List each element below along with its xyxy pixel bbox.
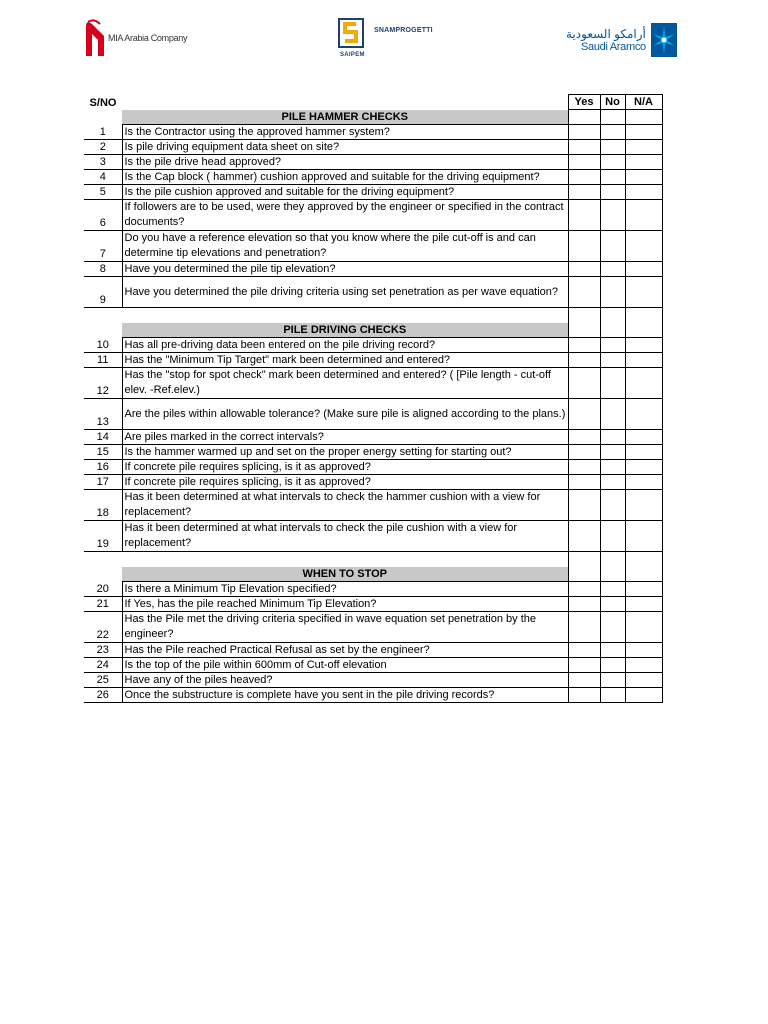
- mia-logo-icon: [84, 18, 104, 58]
- answer-no-cell[interactable]: [600, 582, 625, 597]
- item-question: Is the Contractor using the approved hammer system?: [122, 125, 568, 140]
- answer-no-cell[interactable]: [600, 399, 625, 430]
- answer-na-cell[interactable]: [625, 185, 662, 200]
- table-row: [84, 231, 662, 262]
- answer-no-cell[interactable]: [600, 445, 625, 460]
- sno-header: S/NO: [89, 96, 117, 109]
- answer-yes-cell[interactable]: [568, 140, 600, 155]
- item-question: Has all pre-driving data been entered on the pile driving record?: [122, 338, 568, 353]
- answer-na-cell[interactable]: [625, 140, 662, 155]
- table-row: [84, 460, 662, 475]
- answer-no-cell[interactable]: [600, 277, 625, 308]
- spacer-cell: [84, 552, 122, 567]
- item-question: Do you have a reference elevation so that you know where the pile cut-off is and can determine tip elevations and penetration?: [122, 231, 568, 262]
- answer-yes-cell[interactable]: [568, 567, 600, 582]
- answer-no-cell[interactable]: [600, 170, 625, 185]
- item-question: Have any of the piles heaved?: [122, 673, 568, 688]
- answer-na-cell[interactable]: [625, 368, 662, 399]
- table-row: [84, 658, 662, 673]
- item-number: 26: [84, 688, 122, 703]
- item-question: Is the Cap block ( hammer) cushion approved and suitable for the driving equipment?: [122, 170, 568, 185]
- answer-yes-cell[interactable]: [568, 200, 600, 231]
- answer-na-cell[interactable]: [625, 323, 662, 338]
- answer-no-cell[interactable]: [600, 323, 625, 338]
- answer-yes-cell[interactable]: [568, 521, 600, 552]
- table-row: [84, 170, 662, 185]
- answer-no-cell[interactable]: [600, 460, 625, 475]
- table-row: [84, 688, 662, 703]
- item-question: Has it been determined at what intervals to check the pile cushion with a view for replacement?: [122, 521, 568, 552]
- answer-yes-cell[interactable]: [568, 612, 600, 643]
- item-number: 7: [84, 231, 122, 262]
- answer-no-cell[interactable]: [600, 231, 625, 262]
- col-na-header: N/A: [625, 95, 662, 110]
- answer-no-cell[interactable]: [600, 567, 625, 582]
- answer-yes-cell[interactable]: [568, 170, 600, 185]
- item-question: Is the pile cushion approved and suitable for the driving equipment?: [122, 185, 568, 200]
- answer-na-cell[interactable]: [625, 552, 662, 567]
- item-number: 15: [84, 445, 122, 460]
- table-row: [84, 262, 662, 277]
- answer-yes-cell[interactable]: [568, 277, 600, 308]
- item-number: 23: [84, 643, 122, 658]
- answer-na-cell[interactable]: [625, 231, 662, 262]
- answer-no-cell[interactable]: [600, 368, 625, 399]
- item-question: Has it been determined at what intervals to check the hammer cushion with a view for replacement?: [122, 490, 568, 521]
- answer-yes-cell[interactable]: [568, 658, 600, 673]
- section-header-row: [84, 323, 662, 338]
- answer-yes-cell[interactable]: [568, 353, 600, 368]
- item-question: If concrete pile requires splicing, is it as approved?: [122, 475, 568, 490]
- answer-no-cell[interactable]: [600, 612, 625, 643]
- spacer-cell: [122, 308, 568, 323]
- mia-logo-text: MIA Arabia Company: [108, 33, 188, 43]
- item-question: If concrete pile requires splicing, is it as approved?: [122, 460, 568, 475]
- col-yes-header: Yes: [568, 95, 600, 110]
- answer-na-cell[interactable]: [625, 612, 662, 643]
- answer-no-cell[interactable]: [600, 262, 625, 277]
- item-question: Have you determined the pile tip elevation?: [122, 262, 568, 277]
- answer-no-cell[interactable]: [600, 430, 625, 445]
- table-row: [84, 612, 662, 643]
- answer-na-cell[interactable]: [625, 200, 662, 231]
- item-question: Are piles marked in the correct intervals?: [122, 430, 568, 445]
- answer-na-cell[interactable]: [625, 643, 662, 658]
- answer-yes-cell[interactable]: [568, 445, 600, 460]
- answer-na-cell[interactable]: [625, 567, 662, 582]
- answer-na-cell[interactable]: [625, 399, 662, 430]
- answer-na-cell[interactable]: [625, 262, 662, 277]
- table-row: [84, 490, 662, 521]
- item-number: 14: [84, 430, 122, 445]
- item-question: If Yes, has the pile reached Minimum Tip Elevation?: [122, 597, 568, 612]
- answer-na-cell[interactable]: [625, 110, 662, 125]
- answer-no-cell[interactable]: [600, 125, 625, 140]
- answer-yes-cell[interactable]: [568, 475, 600, 490]
- section-title: PILE HAMMER CHECKS: [122, 110, 568, 125]
- answer-na-cell[interactable]: [625, 658, 662, 673]
- table-header-row: [84, 95, 662, 110]
- answer-na-cell[interactable]: [625, 338, 662, 353]
- saipem-logo: [338, 18, 433, 58]
- answer-no-cell[interactable]: [600, 490, 625, 521]
- answer-yes-cell[interactable]: [568, 582, 600, 597]
- answer-yes-cell[interactable]: [568, 597, 600, 612]
- saipem-text: SAIPEM: [340, 52, 365, 58]
- table-row: [84, 521, 662, 552]
- table-row: [84, 673, 662, 688]
- item-number: 4: [84, 170, 122, 185]
- item-question: Has the Pile met the driving criteria specified in wave equation set penetration by the engineer?: [122, 612, 568, 643]
- item-question: If followers are to be used, were they approved by the engineer or specified in the contract documents?: [122, 200, 568, 231]
- item-number: 13: [84, 399, 122, 430]
- section-sno-blank: [84, 567, 122, 582]
- answer-yes-cell[interactable]: [568, 460, 600, 475]
- saipem-logo-icon: [338, 18, 364, 46]
- answer-yes-cell[interactable]: [568, 308, 600, 323]
- item-number: 11: [84, 353, 122, 368]
- answer-yes-cell[interactable]: [568, 673, 600, 688]
- table-row: [84, 475, 662, 490]
- answer-no-cell[interactable]: [600, 110, 625, 125]
- table-row: [84, 597, 662, 612]
- item-number: 17: [84, 475, 122, 490]
- section-spacer-row: [84, 308, 662, 323]
- item-number: 1: [84, 125, 122, 140]
- answer-yes-cell[interactable]: [568, 430, 600, 445]
- item-question: Are the piles within allowable tolerance? (Make sure pile is aligned according to the plans.): [122, 399, 568, 430]
- aramco-english-text: Saudi Aramco: [580, 41, 646, 53]
- item-number: 6: [84, 200, 122, 231]
- answer-yes-cell[interactable]: [568, 155, 600, 170]
- item-question: Is there a Minimum Tip Elevation specified?: [122, 582, 568, 597]
- section-title: PILE DRIVING CHECKS: [122, 323, 568, 338]
- answer-no-cell[interactable]: [600, 552, 625, 567]
- item-question: Is the top of the pile within 600mm of Cut-off elevation: [122, 658, 568, 673]
- mia-arabia-logo: [84, 18, 187, 58]
- answer-na-cell[interactable]: [625, 688, 662, 703]
- answer-na-cell[interactable]: [625, 582, 662, 597]
- answer-no-cell[interactable]: [600, 308, 625, 323]
- answer-no-cell[interactable]: [600, 521, 625, 552]
- answer-na-cell[interactable]: [625, 155, 662, 170]
- item-number: 18: [84, 490, 122, 521]
- item-question: Has the "Minimum Tip Target" mark been determined and entered?: [122, 353, 568, 368]
- aramco-arabic-text: أرامكو السعودية: [566, 27, 646, 41]
- item-question: Is the pile drive head approved?: [122, 155, 568, 170]
- answer-no-cell[interactable]: [600, 353, 625, 368]
- answer-no-cell[interactable]: [600, 673, 625, 688]
- item-number: 20: [84, 582, 122, 597]
- item-number: 19: [84, 521, 122, 552]
- answer-na-cell[interactable]: [625, 460, 662, 475]
- item-number: 22: [84, 612, 122, 643]
- table-row: [84, 338, 662, 353]
- item-question: Is the hammer warmed up and set on the proper energy setting for starting out?: [122, 445, 568, 460]
- table-row: [84, 368, 662, 399]
- table-row: [84, 445, 662, 460]
- answer-no-cell[interactable]: [600, 185, 625, 200]
- answer-no-cell[interactable]: [600, 475, 625, 490]
- item-number: 16: [84, 460, 122, 475]
- answer-yes-cell[interactable]: [568, 643, 600, 658]
- table-row: [84, 582, 662, 597]
- answer-yes-cell[interactable]: [568, 125, 600, 140]
- item-question: Once the substructure is complete have you sent in the pile driving records?: [122, 688, 568, 703]
- answer-yes-cell[interactable]: [568, 688, 600, 703]
- answer-na-cell[interactable]: [625, 430, 662, 445]
- answer-yes-cell[interactable]: [568, 323, 600, 338]
- table-row: [84, 643, 662, 658]
- spacer-cell: [84, 308, 122, 323]
- answer-yes-cell[interactable]: [568, 368, 600, 399]
- answer-no-cell[interactable]: [600, 597, 625, 612]
- pile-checklist-table: [84, 94, 663, 703]
- answer-no-cell[interactable]: [600, 338, 625, 353]
- answer-na-cell[interactable]: [625, 597, 662, 612]
- aramco-star-icon: [650, 22, 678, 58]
- header-blank: [122, 95, 568, 110]
- answer-na-cell[interactable]: [625, 490, 662, 521]
- answer-no-cell[interactable]: [600, 200, 625, 231]
- section-spacer-row: [84, 552, 662, 567]
- answer-no-cell[interactable]: [600, 155, 625, 170]
- spacer-cell: [122, 552, 568, 567]
- item-number: 2: [84, 140, 122, 155]
- item-number: 10: [84, 338, 122, 353]
- section-title: WHEN TO STOP: [122, 567, 568, 582]
- section-header-row: [84, 567, 662, 582]
- table-row: [84, 430, 662, 445]
- answer-yes-cell[interactable]: [568, 231, 600, 262]
- item-question: Is pile driving equipment data sheet on site?: [122, 140, 568, 155]
- answer-na-cell[interactable]: [625, 673, 662, 688]
- answer-yes-cell[interactable]: [568, 490, 600, 521]
- section-header-row: [84, 110, 662, 125]
- table-row: [84, 140, 662, 155]
- item-number: 8: [84, 262, 122, 277]
- answer-na-cell[interactable]: [625, 125, 662, 140]
- answer-no-cell[interactable]: [600, 688, 625, 703]
- item-question: Has the Pile reached Practical Refusal as set by the engineer?: [122, 643, 568, 658]
- item-number: 5: [84, 185, 122, 200]
- document-header: [0, 0, 768, 70]
- item-number: 24: [84, 658, 122, 673]
- answer-yes-cell[interactable]: [568, 185, 600, 200]
- item-number: 12: [84, 368, 122, 399]
- answer-yes-cell[interactable]: [568, 110, 600, 125]
- table-row: [84, 185, 662, 200]
- answer-na-cell[interactable]: [625, 308, 662, 323]
- answer-yes-cell[interactable]: [568, 399, 600, 430]
- section-sno-blank: [84, 110, 122, 125]
- answer-na-cell[interactable]: [625, 170, 662, 185]
- item-number: 3: [84, 155, 122, 170]
- snamprogetti-text: SNAMPROGETTI: [374, 27, 433, 34]
- saudi-aramco-logo: [566, 22, 678, 58]
- item-number: 9: [84, 277, 122, 308]
- table-row: [84, 399, 662, 430]
- answer-na-cell[interactable]: [625, 475, 662, 490]
- answer-na-cell[interactable]: [625, 445, 662, 460]
- answer-na-cell[interactable]: [625, 277, 662, 308]
- table-row: [84, 125, 662, 140]
- item-number: 25: [84, 673, 122, 688]
- answer-no-cell[interactable]: [600, 643, 625, 658]
- answer-na-cell[interactable]: [625, 353, 662, 368]
- table-row: [84, 155, 662, 170]
- section-sno-blank: [84, 323, 122, 338]
- answer-no-cell[interactable]: [600, 140, 625, 155]
- answer-yes-cell[interactable]: [568, 338, 600, 353]
- table-row: [84, 353, 662, 368]
- answer-yes-cell[interactable]: [568, 552, 600, 567]
- table-row: [84, 277, 662, 308]
- item-question: Have you determined the pile driving criteria using set penetration as per wave equation?: [122, 277, 568, 308]
- answer-no-cell[interactable]: [600, 658, 625, 673]
- col-no-header: No: [600, 95, 625, 110]
- item-question: Has the "stop for spot check" mark been determined and entered? ( [Pile length - cut-off elev. -Ref.elev.): [122, 368, 568, 399]
- answer-na-cell[interactable]: [625, 521, 662, 552]
- table-row: [84, 200, 662, 231]
- answer-yes-cell[interactable]: [568, 262, 600, 277]
- item-number: 21: [84, 597, 122, 612]
